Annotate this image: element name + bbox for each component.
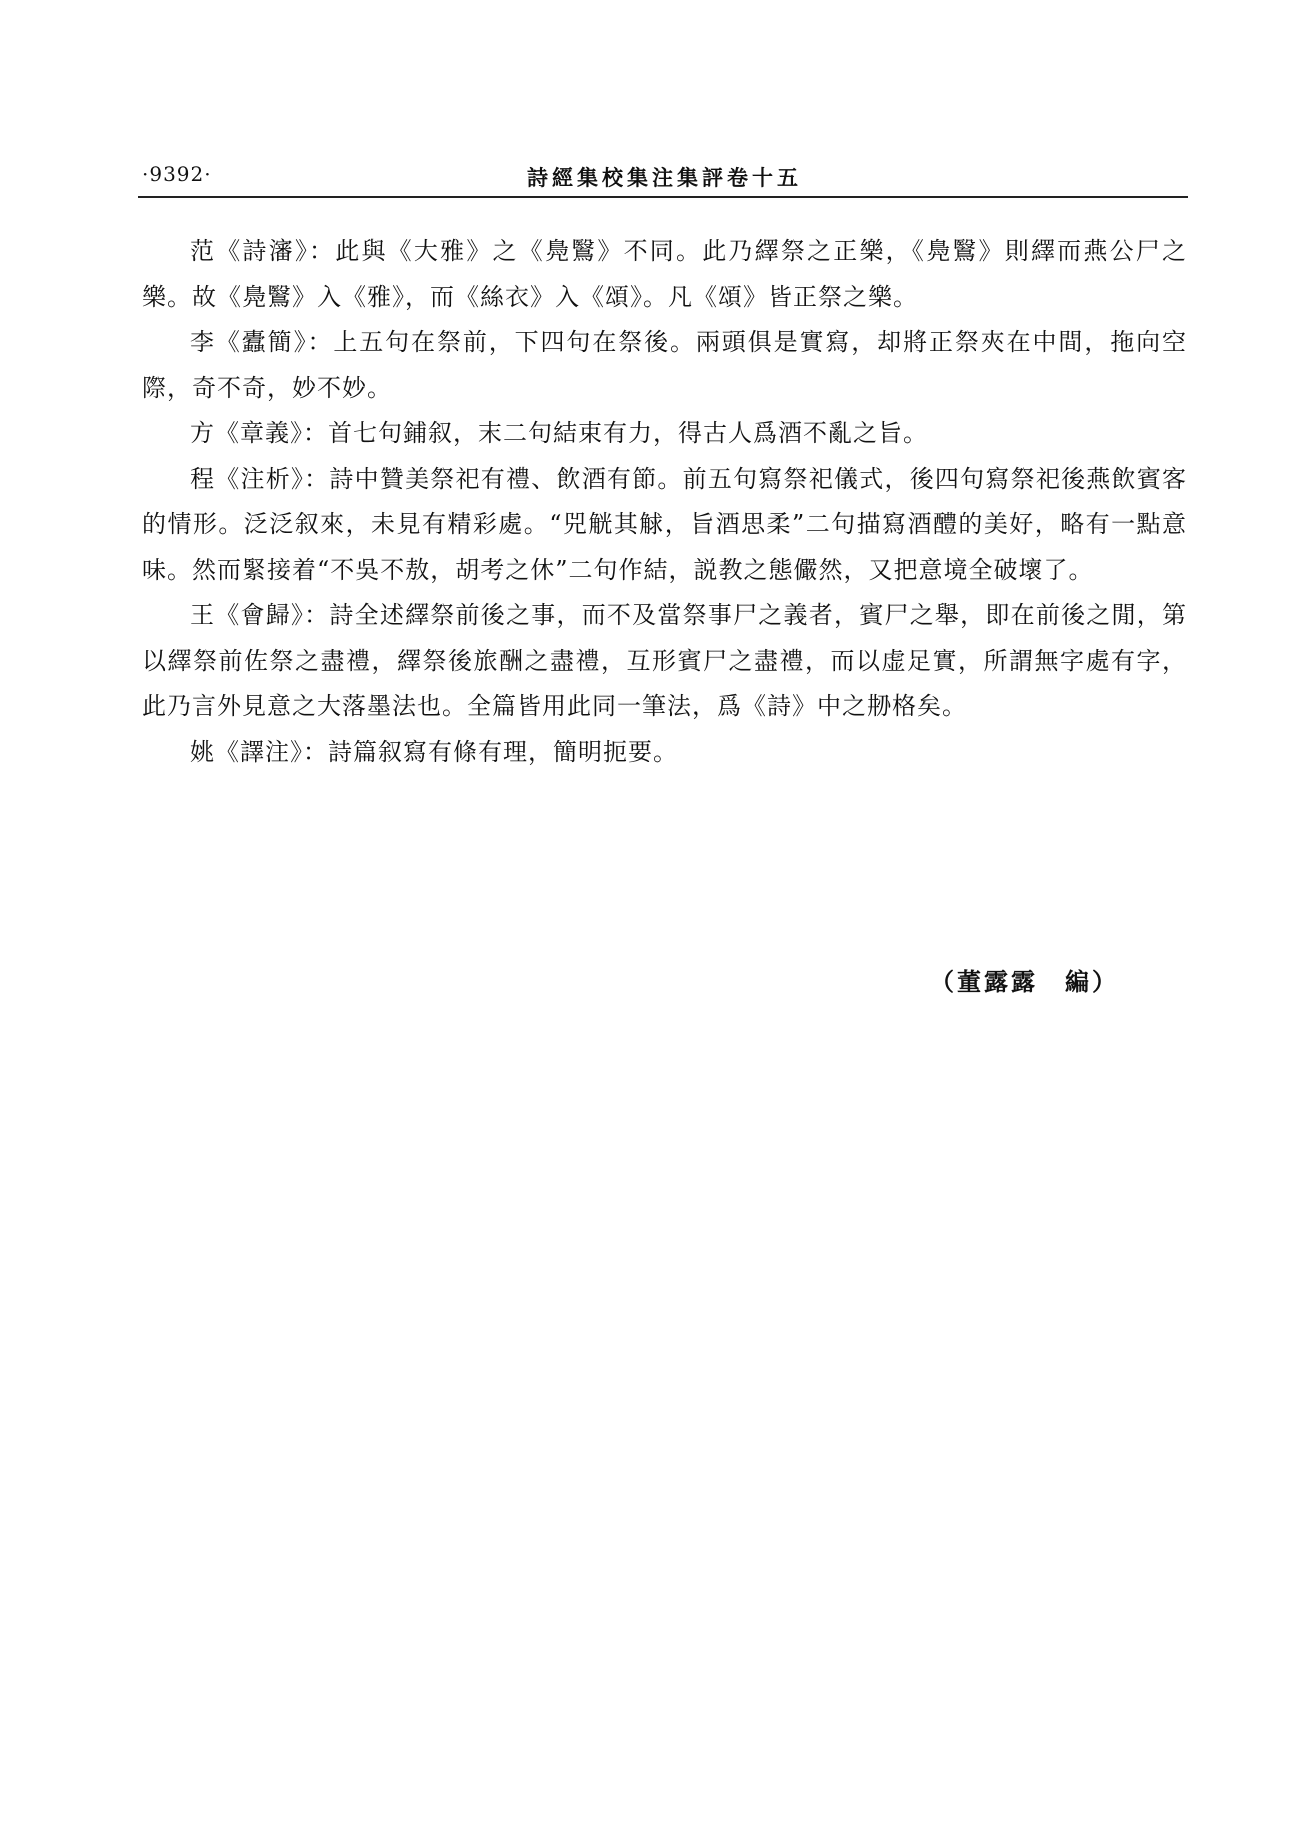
page-number: ·9392· [142, 162, 212, 186]
commentary-paragraph-fang: 方《章義》：首七句鋪叙，末二句結束有力，得古人爲酒不亂之旨。 [190, 419, 928, 447]
commentary-body [142, 229, 1187, 775]
page-header [142, 160, 1187, 196]
commentary-paragraph-fan: 范《詩瀋》：此與《大雅》之《鳧鷖》不同。此乃繹祭之正樂，《鳧鷖》則繹而燕公尸之樂。故《鳧鷖》入《雅》，而《絲衣》入《頌》。凡《頌》皆正祭之樂。 [142, 237, 1187, 311]
header-divider [138, 196, 1188, 198]
commentary-paragraph-li: 李《蠹簡》：上五句在祭前，下四句在祭後。兩頭俱是實寫，却將正祭夾在中間，拖向空際，奇不奇，妙不妙。 [142, 328, 1187, 402]
editor-byline: （董露露 編） [930, 967, 1119, 996]
commentary-paragraph-cheng: 程《注析》：詩中贊美祭祀有禮、飲酒有節。前五句寫祭祀儀式，後四句寫祭祀後燕飲賓客的情形。泛泛叙來，未見有精彩處。“兕觥其觩，旨酒思柔”二句描寫酒醴的美好，略有一點意味。然而緊接着“不吳不敖，胡考之休”二句作結，説教之態儼然，又把意境全破壞了。 [142, 464, 1187, 584]
commentary-paragraph-wang: 王《會歸》：詩全述繹祭前後之事，而不及當祭事尸之義者，賓尸之舉，即在前後之閒，第以繹祭前佐祭之盡禮，繹祭後旅酬之盡禮，互形賓尸之盡禮，而以虚足實，所謂無字處有字，此乃言外見意之大落墨法也。全篇皆用此同一筆法，爲《詩》中之刱格矣。 [142, 601, 1187, 720]
running-title: 詩經集校集注集評卷十五 [527, 165, 802, 190]
commentary-paragraph-yao: 姚《譯注》：詩篇叙寫有條有理，簡明扼要。 [190, 737, 678, 766]
